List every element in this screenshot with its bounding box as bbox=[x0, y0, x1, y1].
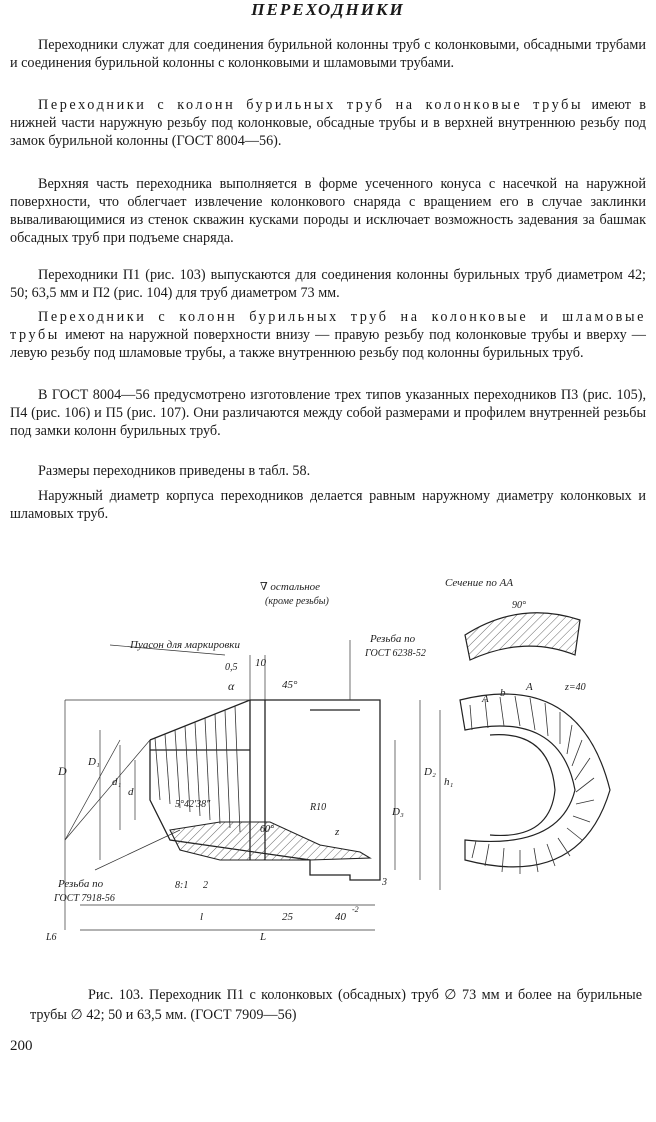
paragraph-5 bbox=[10, 308, 646, 362]
dim-3-label: 3 bbox=[382, 877, 387, 888]
dim-z-label: z bbox=[335, 826, 340, 838]
paragraph-lead: Переходники с колонн бурильных труб на колонковые и шламовые трубы bbox=[10, 309, 646, 343]
dim-10-label: 10 bbox=[255, 657, 266, 669]
paragraph-text: В ГОСТ 8004—56 предусмотрено изготовление трех типов указанных переходников П3 (рис. 105), П4 (рис. 106) и П5 (рис. 107). Они различаются между собой размерами и профилем внутренней резьбы под замки колонн бурильных труб. bbox=[10, 387, 646, 439]
page-title: ПЕРЕХОДНИКИ bbox=[251, 0, 405, 19]
angle-90-label: 90° bbox=[512, 600, 526, 611]
dim-0-5-label: 0,5 bbox=[225, 662, 238, 673]
section-A-left-label: A bbox=[482, 693, 489, 705]
paragraph-text: Размеры переходников приведены в табл. 58. bbox=[38, 463, 311, 479]
technical-drawing bbox=[20, 560, 640, 950]
figure-caption: Рис. 103. Переходник П1 с колонковых (обсадных) труб ∅ 73 мм и более на бурильные трубы ∅ 42; 50 и 63,5 мм. (ГОСТ 7909—56) bbox=[30, 987, 642, 1023]
knurled-cone bbox=[155, 706, 240, 832]
dim-b-label: b bbox=[500, 687, 506, 699]
dim-D1-label: D₁ bbox=[88, 756, 100, 768]
paragraph-text: имеют на наружной поверхности внизу — правую резьбу под колонковые трубы и вверху — левую резьбу под шламовые трубы, а также внутреннюю резьбу под колонны бурильных труб. bbox=[10, 327, 646, 361]
dim-d1-label: d₁ bbox=[112, 776, 122, 788]
alpha-label: α bbox=[228, 679, 235, 693]
thread-top-gost-label: ГОСТ 6238-52 bbox=[365, 648, 426, 659]
dim-2-label: 2 bbox=[203, 880, 208, 891]
paragraph-text: Верхняя часть переходника выполняется в форме усеченного конуса с насечкой на наружной поверхности, что облегчает извлечение колонкового снаряда с вращением его в случае заклинки вываливающимися из стенок скважин кусками породы и исключает возможность задевания за башмак обсадных труб при подъеме снаряда. bbox=[10, 176, 646, 246]
page-number: 200 bbox=[10, 1038, 33, 1054]
ratio-label: 8:1 bbox=[175, 880, 189, 891]
dim-h1-label: h₁ bbox=[444, 776, 454, 788]
dim-D-label: D bbox=[58, 764, 67, 778]
paragraph-lead: Переходники с колонн бурильных труб на колонковые трубы bbox=[38, 97, 584, 113]
taper-label: 5°42'38" bbox=[175, 799, 211, 810]
thread-bottom-gost-label: ГОСТ 7918-56 bbox=[54, 893, 115, 904]
dim-L6-label: L6 bbox=[46, 932, 57, 943]
paragraph-7 bbox=[10, 462, 646, 480]
paragraph-4 bbox=[10, 266, 646, 302]
paragraph-1 bbox=[10, 36, 646, 72]
note-all-label: ∇ остальное bbox=[260, 581, 321, 593]
dim-l-label: l bbox=[200, 911, 204, 923]
angle-45-label: 45° bbox=[282, 679, 298, 691]
dim-d-label: d bbox=[128, 786, 134, 798]
dim-D2-label: D₂ bbox=[424, 766, 436, 778]
paragraph-2 bbox=[10, 96, 646, 150]
paragraph-8 bbox=[10, 487, 646, 523]
dim-L-label: L bbox=[260, 931, 267, 943]
dim-25-label: 25 bbox=[282, 911, 293, 923]
paragraph-3 bbox=[10, 175, 646, 247]
dim-tolerance-label: -2 bbox=[352, 905, 359, 914]
note-except-label: (кроме резьбы) bbox=[265, 596, 329, 607]
dim-D3-label: D₃ bbox=[392, 806, 404, 818]
teeth-count-label: z=40 bbox=[565, 682, 586, 693]
drawing-svg bbox=[20, 560, 640, 950]
marking-label: Пуасон для маркировки bbox=[130, 639, 240, 651]
paragraph-text: Переходники служат для соединения бурильной колонны труб с колонковыми, обсадными трубами и соединения бурильной колонны с колонковыми и шламовыми трубами. bbox=[10, 37, 646, 71]
thread-bottom-label: Резьба по bbox=[58, 878, 104, 890]
section-label: Сечение по АА bbox=[445, 577, 514, 589]
dim-40-label: 40 bbox=[335, 911, 346, 923]
thread-top-label: Резьба по bbox=[370, 633, 416, 645]
paragraph-6 bbox=[10, 386, 646, 440]
paragraph-text: Переходники П1 (рис. 103) выпускаются для соединения колонны бурильных труб диаметром 42; 50; 63,5 мм и П2 (рис. 104) для труб диаметром 73 мм. bbox=[10, 267, 646, 301]
radius-label: R10 bbox=[310, 802, 327, 813]
section-A-right-label: A bbox=[526, 681, 533, 693]
section-aa bbox=[460, 613, 610, 867]
paragraph-text: имеют в нижней части наружную резьбу под колонковые, обсадные трубы и в верхней внутреннюю резьбу под замок бурильной колонны (ГОСТ 8004—56). bbox=[10, 97, 646, 149]
angle-60-label: 60° bbox=[260, 824, 274, 835]
paragraph-text: Наружный диаметр корпуса переходников делается равным наружному диаметру колонковых и шламовых труб. bbox=[10, 488, 646, 522]
